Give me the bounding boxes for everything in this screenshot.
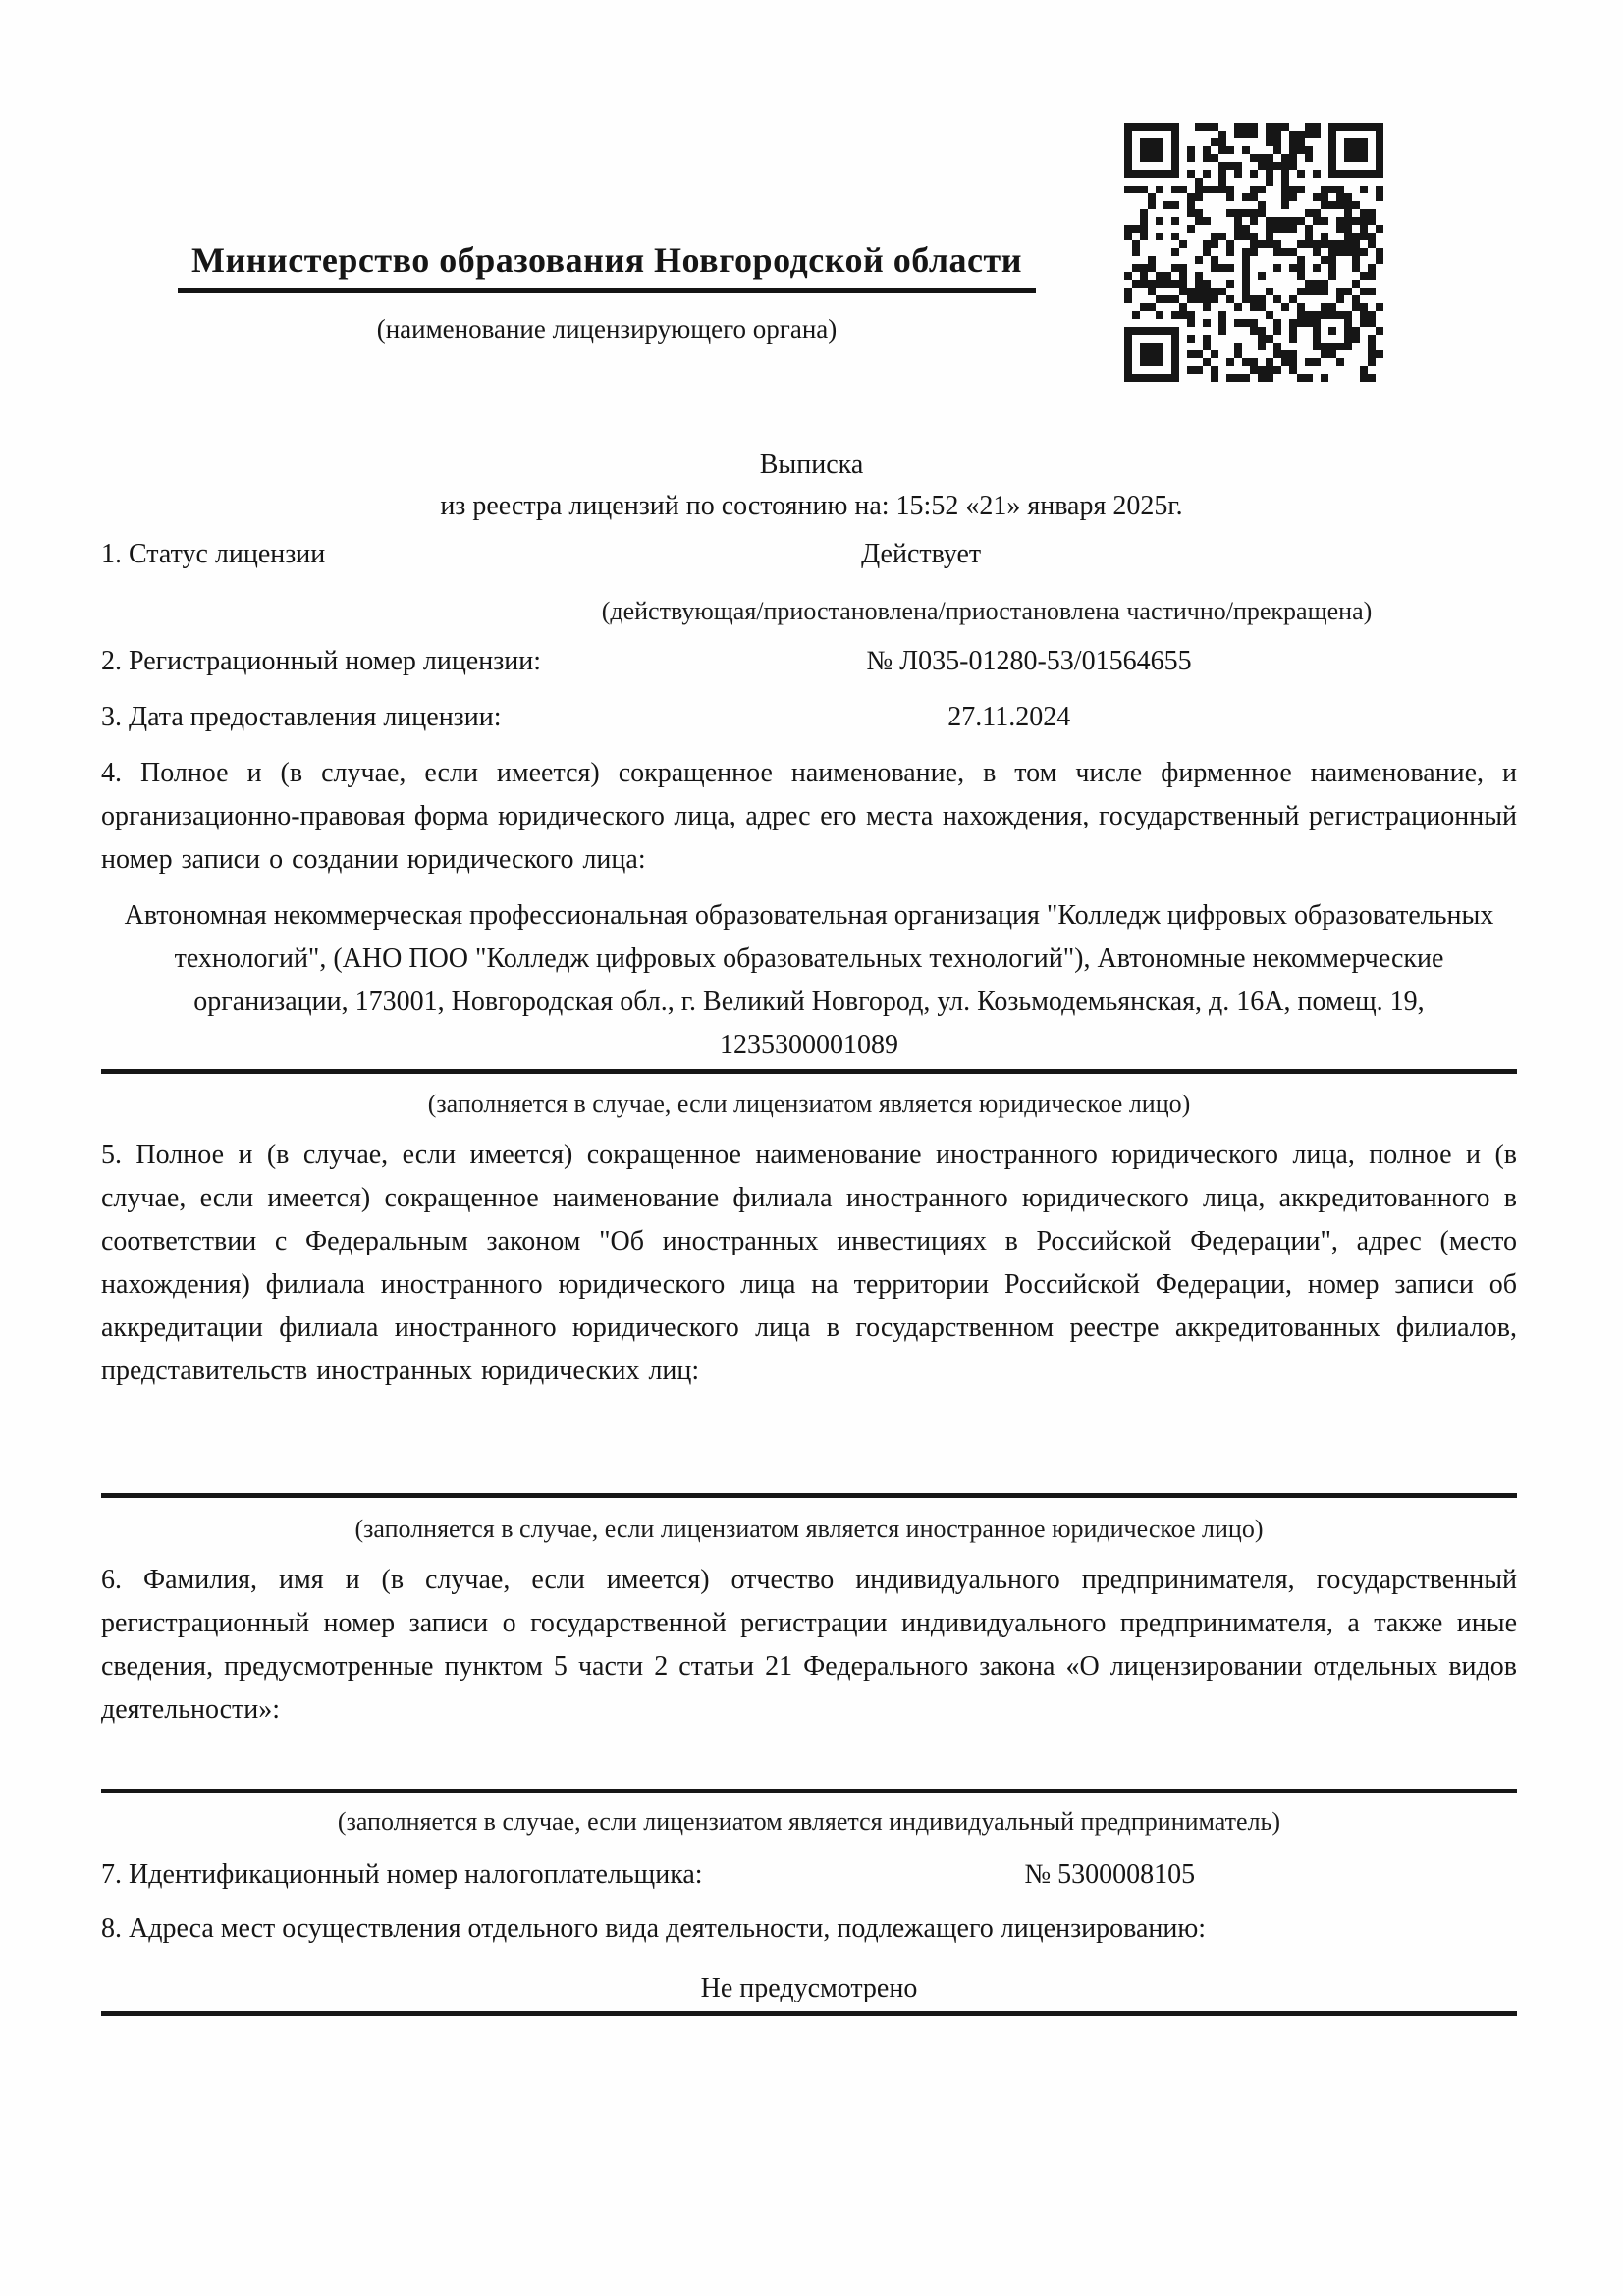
inn-row [101, 1853, 1517, 1896]
document-subtitle: из реестра лицензий по состоянию на: 15:52 «21» января 2025г. [440, 491, 1183, 521]
section-8-value: Не предусмотрено [700, 1973, 918, 2003]
inn-label: 7. Идентификационный номер налогоплательщика: [101, 1859, 703, 1890]
grant-date-row [101, 696, 1517, 739]
section-5-caption: (заполняется в случае, если лицензиатом является иностранное юридическое лицо) [354, 1515, 1264, 1543]
section-4-value: Автономная некоммерческая профессиональная образовательная организация "Колледж цифровых образовательных технологий", (АНО ПОО "Колледж цифровых образовательных технологий"), Автономные некоммерческие организации, 173001, Новгородская обл., г. Великий Новгород, ул. Козьмодемьянская, д. 16А, помещ. 19, 1235300001089 [124, 900, 1494, 1060]
section-5-text: 5. Полное и (в случае, если имеется) сокращенное наименование иностранного юридического лица, полное и (в случае, если имеется) сокращенное наименование филиала иностранного юридического лица, аккредитованного в соответствии с Федеральным законом "Об иностранных инвестициях в Российской Федерации", адрес (место нахождения) филиала иностранного юридического лица на территории Российской Федерации, номер записи об аккредитации филиала иностранного юридического лица в государственном реестре аккредитованных филиалов, представительств иностранных юридических лиц: [101, 1140, 1517, 1386]
status-options-caption: (действующая/приостановлена/приостановлена частично/прекращена) [601, 597, 1373, 625]
section-8-label: 8. Адреса мест осуществления отдельного вида деятельности, подлежащего лицензированию: [101, 1913, 1207, 1944]
reg-number-label: 2. Регистрационный номер лицензии: [101, 646, 542, 676]
reg-number-row [101, 640, 1517, 683]
section-4-text: 4. Полное и (в случае, если имеется) сокращенное наименование, в том числе фирменное наименование, и организационно-правовая форма юридического лица, адрес его места нахождения, государственный регистрационный номер записи о создании юридического лица: [101, 758, 1517, 875]
qr-code-icon [1120, 119, 1387, 386]
section-4-caption: (заполняется в случае, если лицензиатом является юридическое лицо) [427, 1090, 1191, 1118]
authority-header [101, 239, 1112, 293]
separator-rule-4 [101, 2011, 1517, 2016]
separator-rule-1 [101, 1069, 1517, 1074]
separator-rule-2 [101, 1493, 1517, 1498]
grant-date-label: 3. Дата предоставления лицензии: [101, 702, 502, 732]
status-row [101, 533, 1517, 576]
authority-caption: (наименование лицензирующего органа) [376, 314, 838, 344]
document-title: Выписка [759, 450, 864, 480]
grant-date-value: 27.11.2024 [947, 702, 1071, 732]
reg-number-value: № Л035-01280-53/01564655 [866, 646, 1192, 676]
section-6-text: 6. Фамилия, имя и (в случае, если имеется) отчество индивидуального предпринимателя, государственный регистрационный номер записи о государственной регистрации индивидуального предпринимателя, а также иные сведения, предусмотренные пунктом 5 части 2 статьи 21 Федерального закона «О лицензировании отдельных видов деятельности»: [101, 1565, 1517, 1725]
section-6-caption: (заполняется в случае, если лицензиатом является индивидуальный предприниматель) [337, 1807, 1281, 1836]
authority-name: Министерство образования Новгородской области [178, 239, 1036, 293]
separator-rule-3 [101, 1789, 1517, 1793]
inn-value: № 5300008105 [1024, 1859, 1196, 1890]
status-label: 1. Статус лицензии [101, 539, 326, 569]
status-value: Действует [861, 539, 982, 569]
